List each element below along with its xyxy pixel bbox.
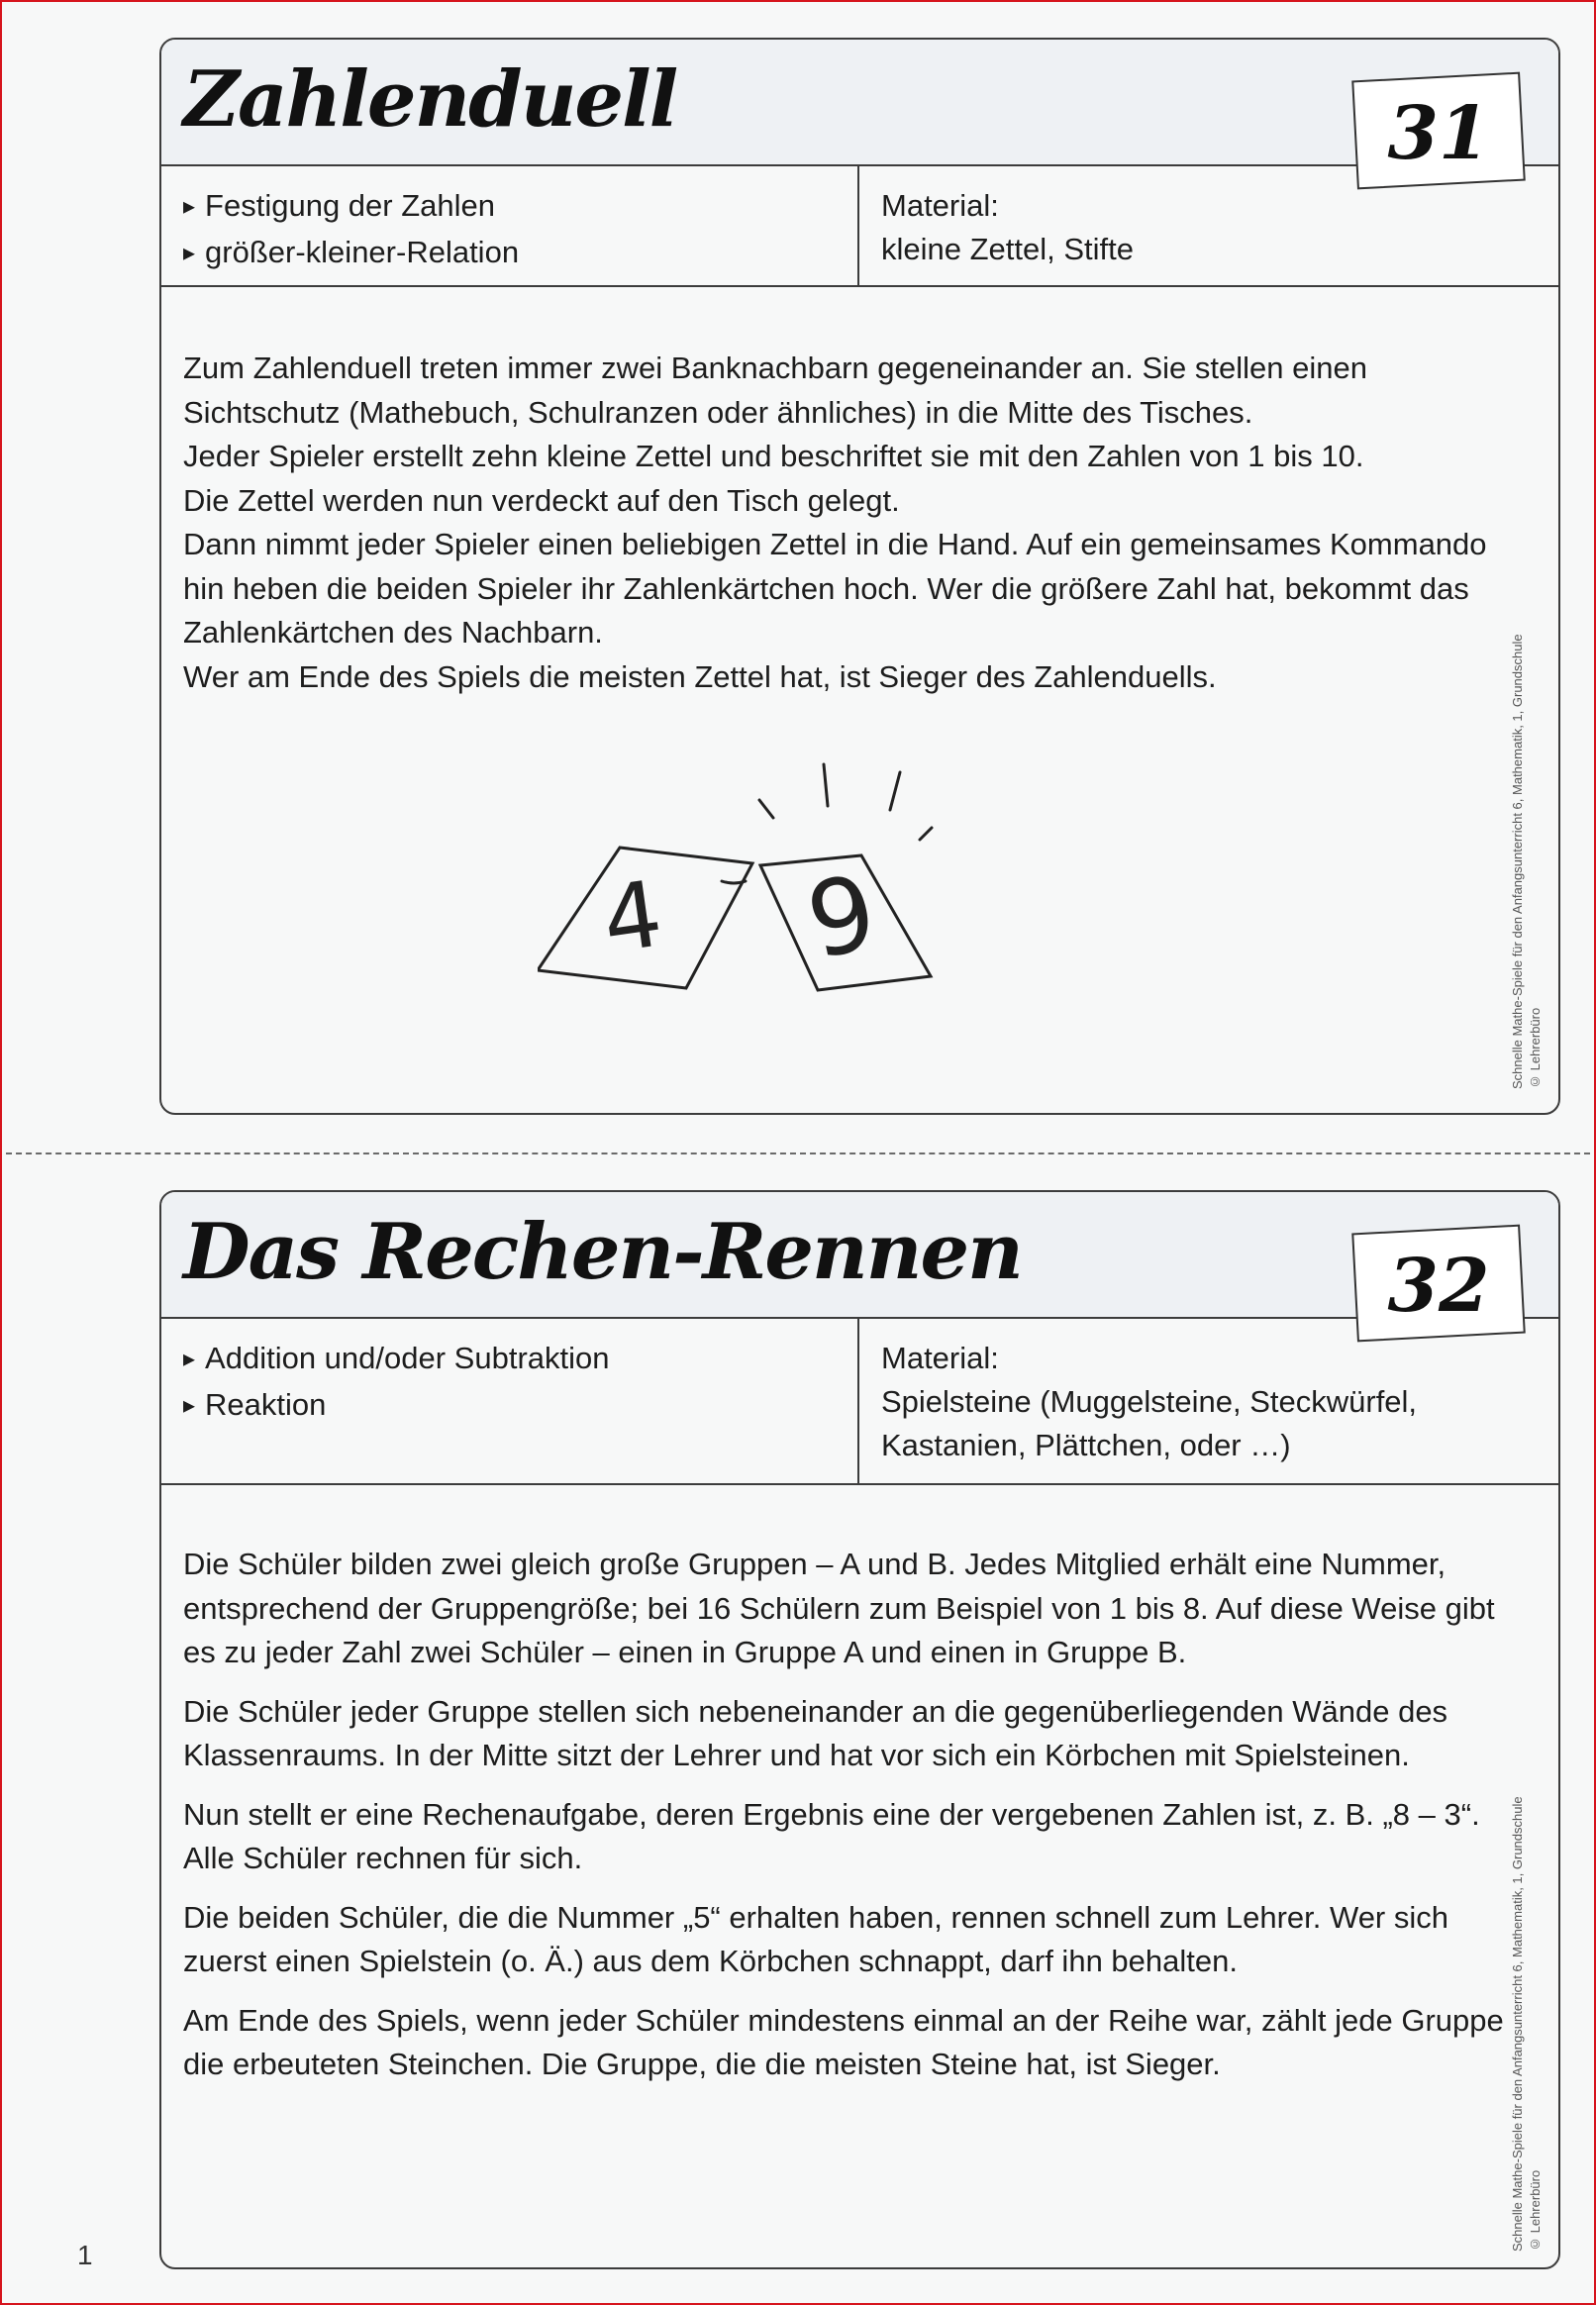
material-section (881, 1337, 1515, 1467)
learning-goals (183, 1337, 610, 1430)
material-label: Material: (881, 188, 999, 223)
material-line: kleine Zettel, Stifte (881, 232, 1135, 266)
credit-line: Schnelle Mathe-Spiele für den Anfangsunterricht 6, Mathematik, 1, Grundschule (1510, 634, 1525, 1089)
instruction-paragraph: Nun stellt er eine Rechenaufgabe, deren Ergebnis eine der vergebenen Zahlen ist, z. B. „8 – 3“. Alle Schüler rechnen für sich. (183, 1796, 1480, 1875)
game-card-zahlenduell (159, 38, 1560, 1115)
spark-line (890, 772, 900, 810)
card-number: 32 (1387, 1244, 1490, 1329)
side-credit (1509, 1727, 1552, 2252)
spark-line (824, 764, 828, 806)
instructions (183, 347, 1530, 699)
goal-item: ▸ größer-kleiner-Relation (183, 231, 519, 277)
goal-item: ▸ Addition und/oder Subtraktion (183, 1337, 610, 1383)
spark-line (722, 881, 746, 883)
instruction-paragraph: Dann nimmt jeder Spieler einen beliebigen Zettel in die Hand. Auf ein gemeinsames Kommando hin heben die beiden Spieler ihr Zahlenkärtchen hoch. Wer die größere Zahl hat, bekommt das Zahlenkärtchen des Nachbarn. (183, 527, 1487, 650)
goal-item: ▸ Reaktion (183, 1383, 610, 1430)
number-cards-illustration (538, 752, 993, 1079)
instructions (183, 1543, 1530, 2102)
instruction-paragraph: Zum Zahlenduell treten immer zwei Banknachbarn gegeneinander an. Sie stellen einen Sichtschutz (Mathebuch, Schulranzen oder ähnliches) in die Mitte des Tisches. (183, 351, 1367, 430)
card-header (161, 1192, 1558, 1329)
card-header (161, 40, 1558, 176)
instruction-paragraph: Die beiden Schüler, die die Nummer „5“ erhalten haben, rennen schnell zum Lehrer. Wer sich zuerst einen Spielstein (o. Ä.) aus dem Körbchen schnappt, darf ihn behalten. (183, 1899, 1448, 1978)
side-credit (1509, 574, 1552, 1089)
page-number: 1 (77, 2240, 93, 2270)
info-divider (857, 166, 859, 285)
game-card-rechen-rennen (159, 1190, 1560, 2269)
instruction-paragraph: Die Schüler bilden zwei gleich große Gruppen – A und B. Jedes Mitglied erhält eine Nummer, entsprechend der Gruppengröße; bei 16 Schülern zum Beispiel von 1 bis 8. Auf diese Weise gibt es zu jeder Zahl zwei Schüler – einen in Gruppe A und einen in Gruppe B. (183, 1547, 1495, 1669)
cut-line (6, 1152, 1590, 1154)
instruction-paragraph: Am Ende des Spiels, wenn jeder Schüler mindestens einmal an der Reihe war, zählt jede Gruppe die erbeuteten Steinchen. Die Gruppe, die die meisten Steine hat, ist Sieger. (183, 2002, 1504, 2081)
card-digit-right: 9 (797, 851, 887, 983)
instruction-paragraph: Wer am Ende des Spiels die meisten Zettel hat, ist Sieger des Zahlenduells. (183, 658, 1217, 694)
card-title: Das Rechen-Rennen (183, 1207, 1022, 1297)
spark-line (759, 800, 773, 818)
info-row (161, 1319, 1558, 1485)
material-line: Kastanien, Plättchen, oder …) (881, 1428, 1291, 1462)
goal-item: ▸ Festigung der Zahlen (183, 184, 519, 231)
instruction-paragraph: Jeder Spieler erstellt zehn kleine Zettel und beschriftet sie mit den Zahlen von 1 bis 10. (183, 439, 1364, 473)
card-number: 31 (1387, 91, 1490, 176)
card-digit-left: 4 (596, 860, 669, 974)
instruction-paragraph: Die Schüler jeder Gruppe stellen sich nebeneinander an die gegenüberliegenden Wände des Klassenraums. In der Mitte sitzt der Lehrer und hat vor sich ein Körbchen mit Spielsteinen. (183, 1693, 1448, 1772)
info-divider (857, 1319, 859, 1483)
material-section (881, 184, 1515, 271)
credit-line: © Lehrerbüro (1528, 1007, 1543, 1089)
spark-line (920, 828, 932, 840)
material-line: Spielsteine (Muggelsteine, Steckwürfel, (881, 1384, 1418, 1419)
info-row (161, 166, 1558, 287)
card-title: Zahlenduell (183, 54, 677, 145)
credit-line: Schnelle Mathe-Spiele für den Anfangsunterricht 6, Mathematik, 1, Grundschule (1510, 1796, 1525, 2252)
instruction-paragraph: Die Zettel werden nun verdeckt auf den Tisch gelegt. (183, 482, 900, 518)
credit-line: © Lehrerbüro (1528, 2169, 1543, 2252)
learning-goals (183, 184, 519, 277)
material-label: Material: (881, 1341, 999, 1375)
